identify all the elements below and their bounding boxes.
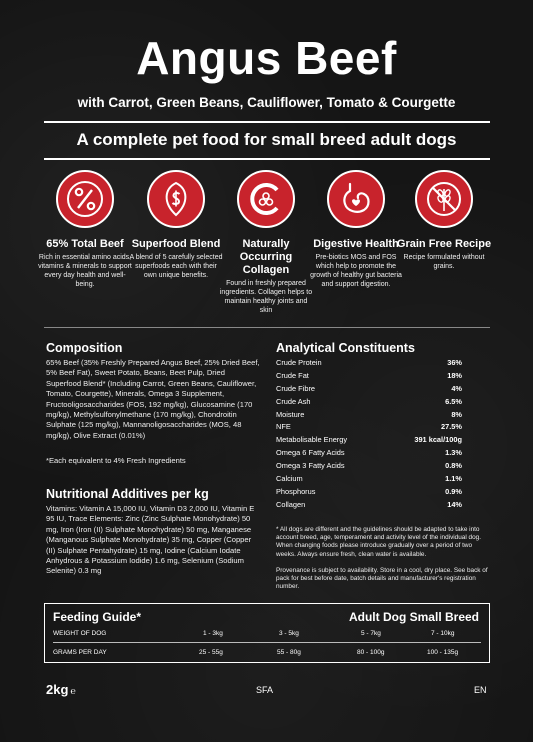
weight-label: WEIGHT OF DOG [53,630,107,637]
footer-language: EN [474,685,487,695]
table-row: Omega 3 Fatty Acids 0.8% [276,461,462,471]
feeding-note: * All dogs are different and the guidelines should be adapted to take into account breed, age, temperament and activity level of the individual dog. When changing foods please introduce gradually over a period of two weeks. Always ensure fresh, clean water is available. [276,526,481,558]
table-row: NFE 27.5% [276,422,462,432]
net-weight-value: 2kg [46,682,69,697]
grams-cell: 80 - 100g [357,649,385,656]
section-divider [44,327,490,328]
badge-superfood [147,170,205,228]
feeding-row-divider [53,642,481,643]
badge-percent [56,170,114,228]
grams-cell: 100 - 135g [427,649,459,656]
collagen-icon [246,179,286,219]
product-subtitle: with Carrot, Green Beans, Cauliflower, Tomato & Courgette [77,95,456,110]
feeding-guide-breed: Adult Dog Small Breed [348,610,479,624]
footer-sfa: SFA [256,685,274,695]
table-row: Calcium 1.1% [276,474,462,484]
table-row: Crude Fibre 4% [276,383,462,393]
composition-note: *Each equivalent to 4% Fresh Ingredients [46,456,186,465]
table-row: Moisture 8% [276,409,462,419]
badge-collagen [237,170,295,228]
estimate-mark: ℮ [70,686,76,696]
feature-collagen [218,170,314,315]
feature-title: Digestive Health [313,238,399,250]
feature-desc: Rich in essential amino acids, vitamins & minerals to support every day health and well-being. [38,254,132,288]
grain-free-icon [424,179,464,219]
feeding-guide-title: Feeding Guide* [53,610,142,624]
superfood-leaf-icon [156,179,196,219]
badge-digestive [327,170,385,228]
grams-label: GRAMS PER DAY [53,649,107,656]
feature-grain-free [396,170,492,271]
percent-icon [65,179,105,219]
badge-grain-free [415,170,473,228]
grams-row [53,647,481,658]
provenance-note: Provenance is subject to availability. Store in a cool, dry place. See back of pack for best before date, batch details and manufacturer's registration number. [276,567,488,591]
feature-digestive-health [308,170,404,289]
digestive-stomach-icon [336,179,376,219]
table-row: Collagen 14% [276,499,462,509]
weight-cell: 3 - 5kg [279,630,299,637]
divider-top [44,121,490,123]
divider-bottom [44,158,490,160]
feature-title: 65% Total Beef [46,238,124,250]
feature-desc: Pre-biotics MOS and FOS which help to promote the growth of healthy gut bacteria and support digestion. [310,254,402,288]
weight-cell: 5 - 7kg [361,630,381,637]
weight-cell: 7 - 10kg [431,630,455,637]
feeding-guide-box [44,603,490,663]
additives-heading: Nutritional Additives per kg [46,487,209,501]
additives-text: Vitamins: Vitamin A 15,000 IU, Vitamin D3 2,000 IU, Vitamin E 95 IU, Trace Elements: Zinc (Zinc Sulphate Monohydrate) 50 mg, Iron (Iron (II) Sulphate Monohydrate) 50 mg, Manganese (Manganous Sulphate Monohydrate) 35 mg, Copper (Copper (II) Sulphate Pentahydrate) 15 mg, Iodine (Calcium Iodate Anhydrous & Potassium Iodide) 1.6 mg, Selenium (Sodium Selenite) 0.3 mg [46,504,255,576]
table-row: Crude Protein 36% [276,358,462,367]
table-row: Crude Fat 18% [276,370,462,380]
product-title: Angus Beef [136,32,397,84]
feature-desc: A blend of 5 carefully selected superfoods each with their own unique benefits. [129,254,223,279]
grams-cell: 25 - 55g [199,649,223,656]
composition-heading: Composition [46,341,123,355]
grams-cell: 55 - 80g [277,649,301,656]
table-row: Phosphorus 0.9% [276,486,462,496]
feature-superfood-blend [128,170,224,280]
feature-title: Naturally Occurring Collagen [239,238,293,276]
net-weight [46,683,76,698]
table-row: Metabolisable Energy 391 kcal/100g [276,435,462,445]
table-row: Crude Ash 6.5% [276,396,462,406]
table-row: Omega 6 Fatty Acids 1.3% [276,448,462,458]
analytical-table [276,357,462,512]
composition-text: 65% Beef (35% Freshly Prepared Angus Beef, 25% Dried Beef, 5% Beef Fat), Sweet Potato, Beans, Beet Pulp, Dried Superfood Blend* (Including Carrot, Green Beans, Cauliflower, Tomato, Courgette), Minerals, Omega 3 Supplement, Fructooligosaccharides (FOS, 192 mg/kg), Glucosamine (170 mg/kg), Methylsulfonylmethane (170 mg/kg), Chondroitin Sulphate (125 mg/kg), Mannanoligosaccharides (MOS, 48 mg/kg), Olive Extract (0.01%) [46,358,260,440]
feature-desc: Recipe formulated without grains. [403,254,485,270]
weight-row [53,628,481,639]
feature-total-beef [37,170,133,289]
feature-title: Superfood Blend [131,238,221,250]
feature-title: Grain Free Recipe [396,238,492,250]
analytical-heading: Analytical Constituents [276,341,415,355]
weight-cell: 1 - 3kg [203,630,223,637]
feature-desc: Found in freshly prepared ingredients. Collagen helps to maintain healthy joints and skin [219,280,313,314]
product-tagline: A complete pet food for small breed adult dogs [76,130,457,149]
